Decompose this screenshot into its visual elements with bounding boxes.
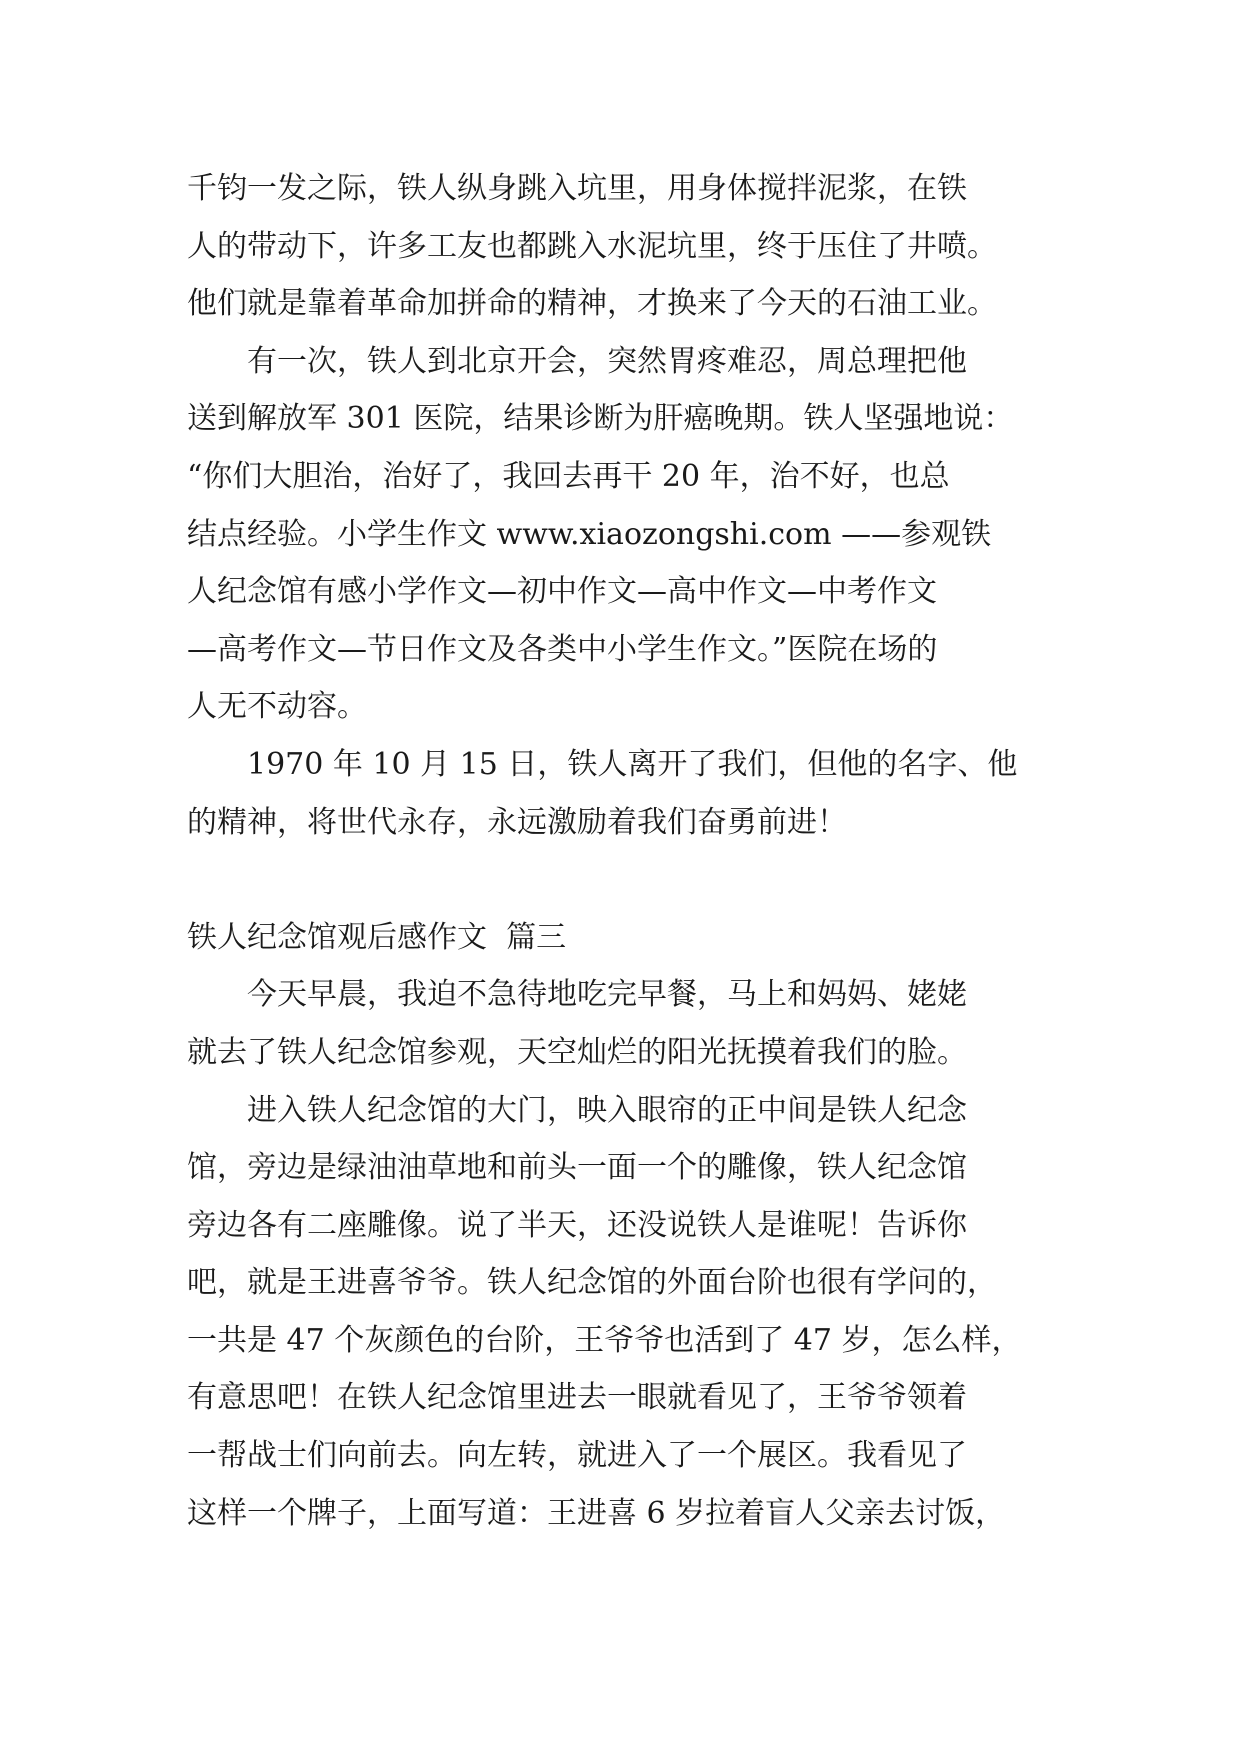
text-line: 就去了铁人纪念馆参观，天空灿烂的阳光抚摸着我们的脸。 bbox=[187, 1034, 967, 1070]
text-line: 他们就是靠着革命加拼命的精神，才换来了今天的石油工业。 bbox=[187, 286, 997, 322]
text-line: 旁边各有二座雕像。说了半天，还没说铁人是谁呢！告诉你 bbox=[187, 1207, 967, 1243]
section-heading: 铁人纪念馆观后感作文 篇三 bbox=[187, 919, 567, 955]
text-line: 有一次，铁人到北京开会，突然胃疼难忍，周总理把他 bbox=[187, 343, 967, 379]
text-line: 的精神，将世代永存，永远激励着我们奋勇前进！ bbox=[187, 804, 847, 840]
text-line: 一帮战士们向前去。向左转，就进入了一个展区。我看见了 bbox=[187, 1438, 967, 1474]
text-line: 今天早晨，我迫不急待地吃完早餐，马上和妈妈、姥姥 bbox=[187, 977, 967, 1013]
text-line: “你们大胆治，治好了，我回去再干 20 年，治不好，也总 bbox=[187, 458, 950, 494]
text-line: 人无不动容。 bbox=[187, 689, 367, 725]
text-line: 人纪念馆有感小学作文—初中作文—高中作文—中考作文 bbox=[187, 574, 937, 610]
text-line: 送到解放军 301 医院，结果诊断为肝癌晚期。铁人坚强地说： bbox=[187, 401, 1014, 437]
text-line: 1970 年 10 月 15 日，铁人离开了我们，但他的名字、他 bbox=[187, 746, 1018, 782]
text-line: —高考作文—节日作文及各类中小学生作文。”医院在场的 bbox=[187, 631, 938, 667]
text-line: 馆，旁边是绿油油草地和前头一面一个的雕像，铁人纪念馆 bbox=[187, 1150, 967, 1186]
text-line: 有意思吧！在铁人纪念馆里进去一眼就看见了，王爷爷领着 bbox=[187, 1380, 967, 1416]
text-line: 吧，就是王进喜爷爷。铁人纪念馆的外面台阶也很有学问的， bbox=[187, 1265, 997, 1301]
blank-line bbox=[187, 851, 1067, 909]
text-line: 千钧一发之际，铁人纵身跳入坑里，用身体搅拌泥浆，在铁 bbox=[187, 171, 967, 206]
document-body bbox=[187, 160, 1067, 1542]
text-line: 人的带动下，许多工友也都跳入水泥坑里，终于压住了井喷。 bbox=[187, 228, 997, 264]
text-line: 结点经验。小学生作文 www.xiaozongshi.com ——参观铁 bbox=[187, 516, 992, 552]
text-line: 这样一个牌子，上面写道：王进喜 6 岁拉着盲人父亲去讨饭， bbox=[187, 1495, 1006, 1531]
text-line: 进入铁人纪念馆的大门，映入眼帘的正中间是铁人纪念 bbox=[187, 1092, 967, 1128]
text-line: 一共是 47 个灰颜色的台阶，王爷爷也活到了 47 岁，怎么样， bbox=[187, 1322, 1022, 1358]
